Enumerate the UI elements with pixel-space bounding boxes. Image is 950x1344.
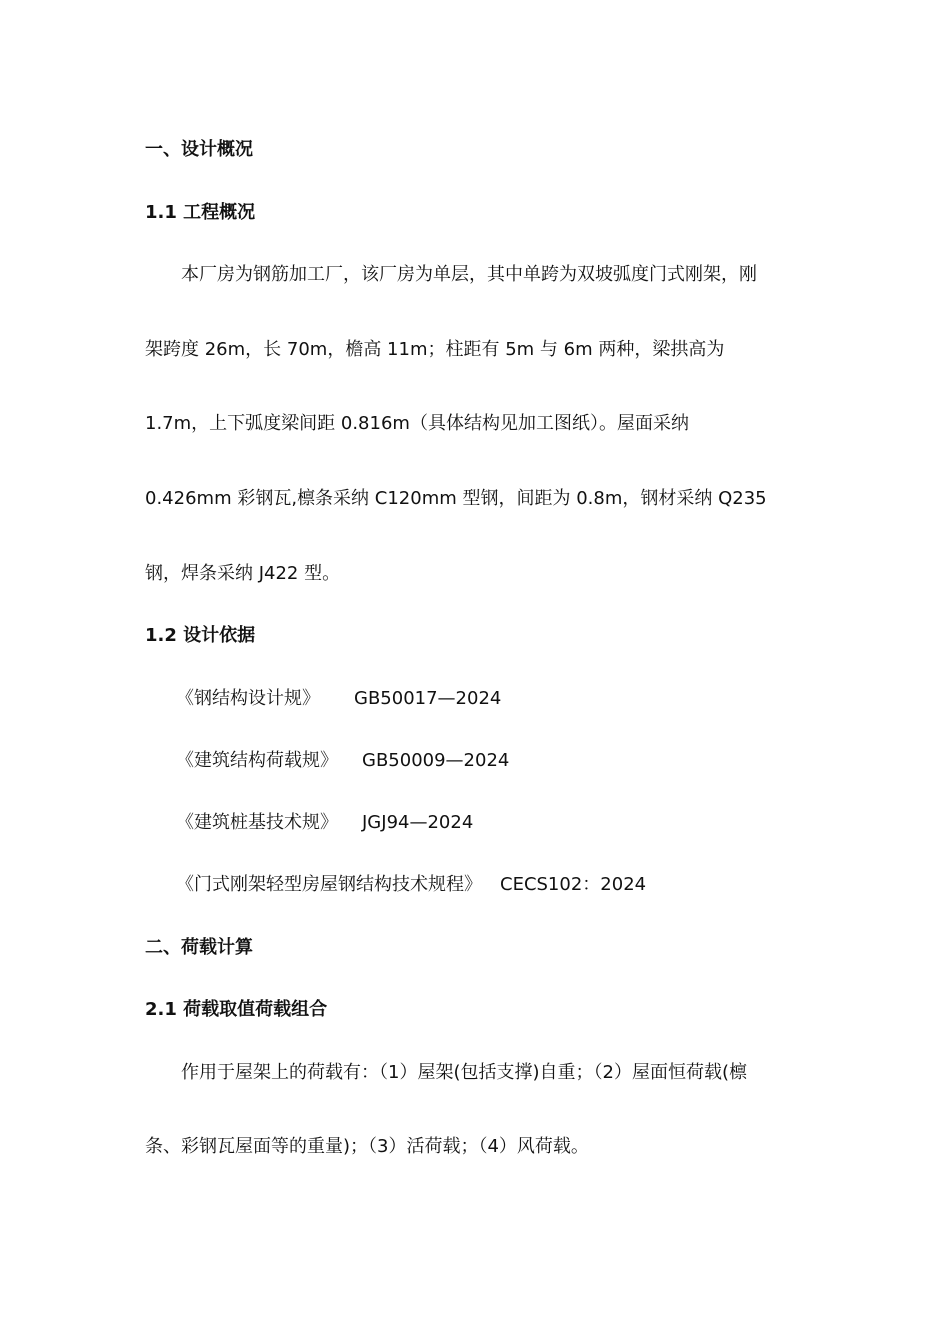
standard-item — [176, 687, 501, 711]
section-1-heading: 一、设计概况 — [145, 139, 253, 160]
standard-item — [176, 749, 509, 773]
paragraph-line: 0.426mm 彩钢瓦,檩条采纳 C120mm 型钢，间距为 0.8m，钢材采纳 Q235 — [145, 488, 767, 509]
standard-item — [176, 873, 646, 897]
section-2-heading: 二、荷载计算 — [145, 937, 253, 958]
standard-name: 《建筑结构荷载规》 — [176, 750, 338, 771]
paragraph-line: 1.7m，上下弧度梁间距 0.816m（具体结构见加工图纸）。屋面采纳 — [145, 413, 689, 434]
standard-name: 《门式刚架轻型房屋钢结构技术规程》 — [176, 874, 482, 895]
standard-name: 《建筑桩基技术规》 — [176, 812, 338, 833]
standard-code: CECS102：2024 — [500, 874, 647, 895]
standard-name: 《钢结构设计规》 — [176, 688, 320, 709]
section-1-1-heading: 1.1 工程概况 — [145, 202, 256, 223]
standard-item — [176, 811, 473, 835]
paragraph-line: 作用于屋架上的荷载有：（1）屋架(包括支撑)自重；（2）屋面恒荷载(檩 — [181, 1062, 747, 1083]
section-1-2-heading: 1.2 设计依据 — [145, 625, 256, 646]
standard-code: GB50017—2024 — [354, 688, 502, 709]
paragraph-line: 本厂房为钢筋加工厂，该厂房为单层，其中单跨为双坡弧度门式刚架，刚 — [181, 264, 757, 285]
standard-code: GB50009—2024 — [362, 750, 510, 771]
standard-code: JGJ94—2024 — [362, 812, 474, 833]
paragraph-line: 钢，焊条采纳 J422 型。 — [145, 563, 341, 584]
paragraph-line: 条、彩钢瓦屋面等的重量)；（3）活荷载；（4）风荷载。 — [145, 1136, 589, 1157]
paragraph-line: 架跨度 26m，长 70m，檐高 11m；柱距有 5m 与 6m 两种，梁拱高为 — [145, 339, 725, 360]
section-2-1-heading: 2.1 荷载取值荷载组合 — [145, 999, 328, 1020]
